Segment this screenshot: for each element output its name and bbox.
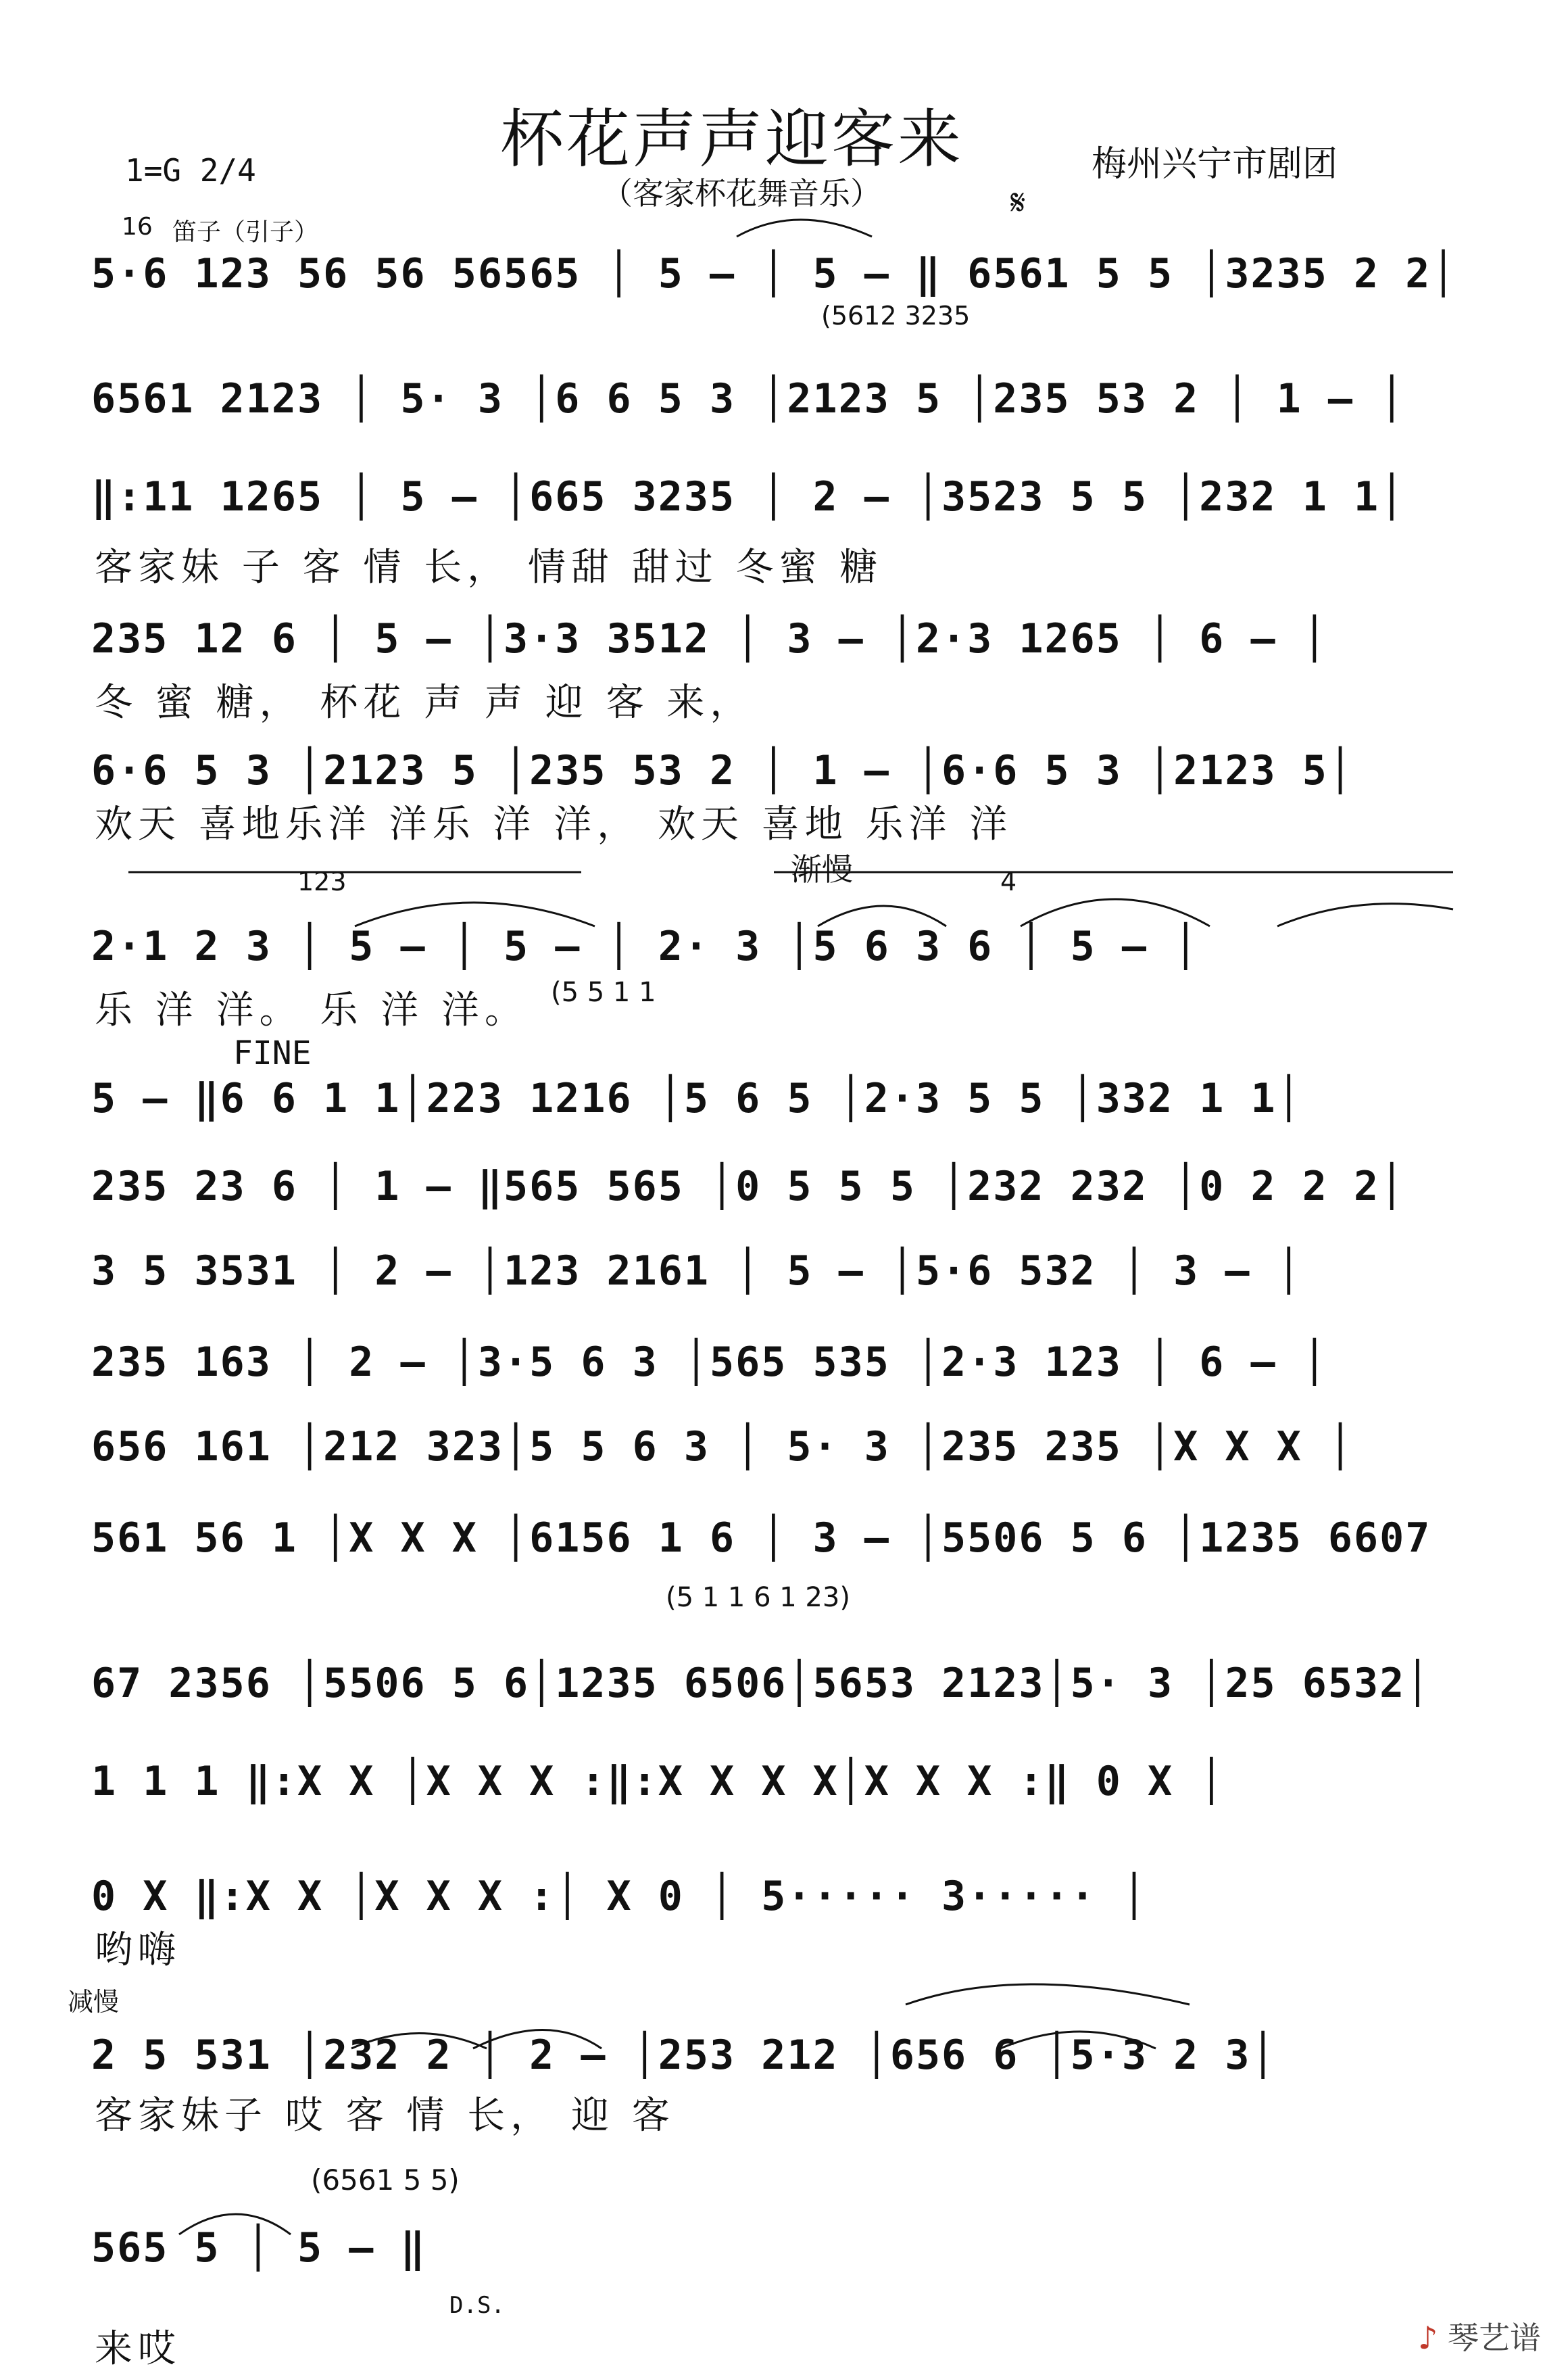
row-notes: 3 5 3531 │ 2 – │123 2161 │ 5 – │5·6 532 │ 3 – │: [91, 1247, 1302, 1295]
page-title: 杯花声声迎客来: [500, 103, 964, 176]
intro-tempo: 16: [122, 213, 153, 241]
row-notes: 656 161 │212 323│5 5 6 3 │ 5· 3 │235 235 │X X X │: [91, 1423, 1354, 1470]
row-notes: 67 2356 │5506 5 6│1235 6506│5653 2123│5· 3 │25 6532│: [91, 1660, 1431, 1707]
row-notes: 1 1 1 ‖:X X │X X X :‖:X X X X│X X X :‖ 0 X │: [91, 1758, 1225, 1805]
row-notes: 2 5 531 │232 2 │ 2 – │253 212 │656 6 │5·3 2 3│: [91, 2032, 1277, 2079]
row-notes: 561 56 1 │X X X │6156 1 6 │ 3 – │5506 5 6 │1235 6607: [91, 1514, 1431, 1562]
row-notes: 2·1 2 3 │ 5 – │ 5 – │ 2· 3 │5 6 3 6 │ 5 – │: [91, 923, 1200, 970]
lyric-line-1: 客家妹 子 客 情 长， 情甜 甜过 冬蜜 糖: [95, 546, 883, 590]
lyric-line-7: 来哎: [95, 2327, 181, 2371]
row-notes: 6·6 5 3 │2123 5 │235 53 2 │ 1 – │6·6 5 3 │2123 5│: [91, 747, 1354, 794]
site-logo: [1418, 2314, 1541, 2358]
row-notes: 565 5 │ 5 – ‖: [91, 2224, 426, 2272]
logo-text: 琴艺谱: [1448, 2320, 1541, 2356]
fine-mark: FINE: [233, 1034, 312, 1072]
key-signature: 1=G 2/4: [125, 152, 256, 189]
ds-mark: D.S.: [449, 2292, 505, 2319]
row-notes: 5 – ‖6 6 1 1│223 1216 │5 6 5 │2·3 5 5 │332 1 1│: [91, 1075, 1302, 1122]
lyric-line-3: 欢天 喜地乐洋 洋乐 洋 洋， 欢天 喜地 乐洋 洋: [95, 802, 1013, 846]
segno-mark: 𝄋: [1010, 183, 1026, 223]
row-notes: 5·6 123 56 56 56565 │ 5 – │ 5 – ‖ 6561 5 5 │3235 2 2│: [91, 250, 1457, 297]
brace-note: (6561 5 5): [311, 2163, 460, 2197]
count-mark: 4: [1000, 867, 1017, 896]
brace-note: (5 1 1 6 1 23): [666, 1582, 850, 1613]
row-notes: 235 163 │ 2 – │3·5 6 3 │565 535 │2·3 123 │ 6 – │: [91, 1339, 1328, 1386]
lyric-line-5: 哟嗨: [95, 1928, 181, 1972]
brace-note: (5 5 1 1: [551, 977, 656, 1008]
row-notes: ‖:11 1265 │ 5 – │665 3235 │ 2 – │3523 5 5 │232 1 1│: [91, 473, 1406, 521]
tempo-mark-2: 减慢: [68, 1987, 120, 2017]
intro-label: 笛子（引子）: [172, 218, 319, 246]
row-notes: 235 12 6 │ 5 – │3·3 3512 │ 3 – │2·3 1265 │ 6 – │: [91, 615, 1328, 663]
brace-note: (5612 3235: [821, 301, 971, 331]
lyric-line-2: 冬 蜜 糖， 杯花 声 声 迎 客 来，: [95, 681, 754, 725]
subtitle: （客家杯花舞音乐）: [602, 175, 881, 212]
composer-org: 梅州兴宁市剧团: [1092, 144, 1338, 185]
tempo-mark: 渐慢: [791, 851, 853, 888]
lyric-line-6: 客家妹子 哎 客 情 长， 迎 客: [95, 2094, 675, 2138]
logo-icon: ♪: [1418, 2320, 1438, 2356]
lyric-line-4: 乐 洋 洋。 乐 洋 洋。: [95, 988, 529, 1032]
row-notes: 6561 2123 │ 5· 3 │6 6 5 3 │2123 5 │235 53 2 │ 1 – │: [91, 375, 1406, 423]
triplet-mark: 123: [297, 867, 347, 896]
row-notes: 0 X ‖:X X │X X X :│ X 0 │ 5····· 3····· │: [91, 1873, 1148, 1920]
row-notes: 235 23 6 │ 1 – ‖565 565 │0 5 5 5 │232 232 │0 2 2 2│: [91, 1163, 1406, 1210]
